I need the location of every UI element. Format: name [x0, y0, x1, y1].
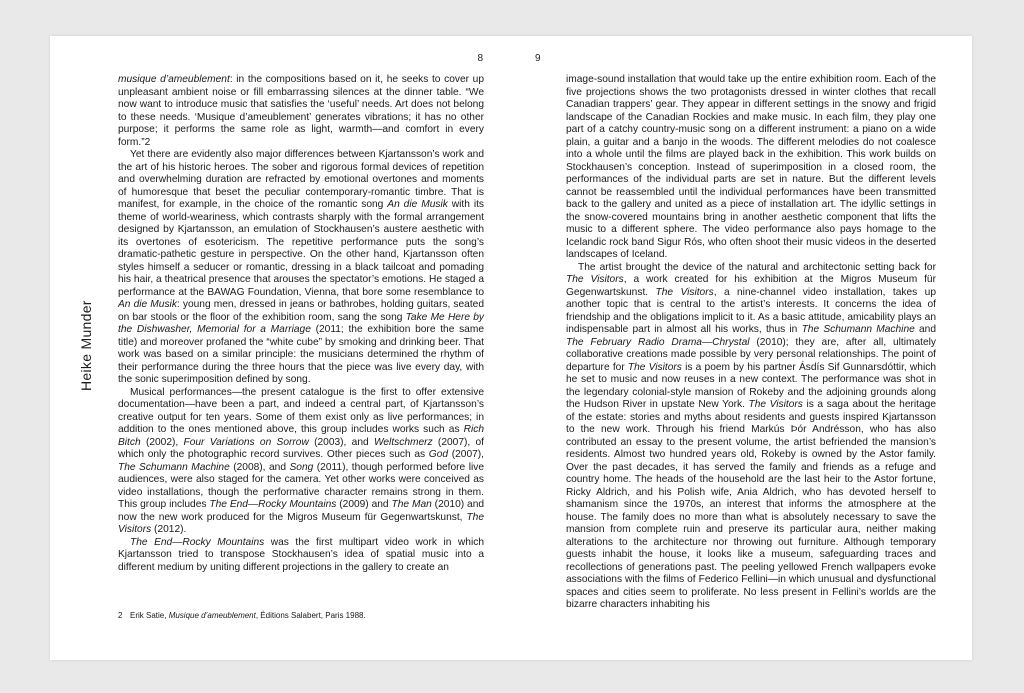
italic-title: The Visitors	[118, 511, 484, 535]
text-run: (2011), though performed before live audiences, were also staged for the camera. Yet other works were conceived as video installations, though the performative character remains strong in them. This group includes	[118, 461, 484, 510]
text-run: image-sound installation that would take up the entire exhibition room. Each of the five projections shows the two protagonists dressed in winter clothes that recall Canadian trappers’ gear. They appear in different settings in the snowy and frigid landscape of the Canadian Rockies and make music. In each film, they play one part of a catchy country-music song on a different instrument: a piano on a wide plain, a guitar and a banjo in the woods. The different melodies do not coalesce into a whole until the films are played back in the exhibition. This work builds on Stockhausen’s conception. Instead of superimposition in a closed room, the performances of the individual parts are set in nature. But the different levels cannot be reassembled until the individual performances have been transmitted back to the gallery and united as a piece of installation art. The idyllic settings in the snow-covered mountains bring in another aesthetic component that lifts the music to a different sphere. The video performance also pays homage to the Icelandic rock band Sigur Rós, who often shoot their music videos in the deserted landscapes of Iceland.	[566, 74, 936, 260]
italic-title: Song	[289, 461, 314, 473]
paragraph	[118, 149, 484, 387]
text-run: is a poem by his partner Ásdís Sif Gunnarsdóttir, which he set to music and now reuses in a new context. The performance was shot in the legendary colonial-style mansion of Rokeby and the adjoining grounds along the Hudson River in upstate New York.	[566, 361, 936, 410]
italic-title: An die Musik	[118, 299, 177, 310]
text-run: (2010); they are, after all, ultimately collaborative creations made possible by very personal relationships. The point of departure for	[566, 336, 936, 373]
italic-title: The February Radio Drama—Chrystal	[566, 336, 750, 348]
text-run: , a nine-channel video installation, takes up another topic that is central to the artist’s interests. It concerns the idea of friendship and the obligations implicit to it. As a basic attitude, amicability plays an indispensable part in almost all his works, thus in	[566, 286, 936, 335]
text-run: , Éditions Salabert, Paris 1988.	[255, 611, 366, 620]
text-run: (2003), and	[308, 436, 374, 448]
italic-title: The Man	[391, 499, 432, 510]
italic-title: Weltschmerz	[373, 436, 433, 448]
italic-title: The Visitors	[748, 399, 803, 410]
italic-title: God	[428, 449, 449, 460]
text-run: was the first multipart video work in which Kjartansson tried to transpose Stockhausen’s idea of spatial music into a different medium by uniting different projections in the gallery to create an	[118, 536, 484, 573]
body-text-left	[118, 74, 484, 574]
running-head-author: Heike Munder	[78, 300, 94, 391]
text-run: and	[914, 324, 936, 335]
italic-title: Take Me Here by the Dishwasher, Memorial for a Marriage	[118, 311, 484, 335]
italic-title: An die Musik	[387, 199, 448, 210]
text-run: (2012).	[151, 524, 187, 535]
italic-title: The End—Rocky Mountains	[130, 536, 265, 548]
paragraph	[118, 537, 484, 575]
text-run: Erik Satie,	[130, 611, 169, 620]
page-number-left: 8	[477, 53, 483, 64]
body-text-right	[566, 74, 936, 612]
italic-title: Rich Bitch	[118, 424, 484, 448]
paragraph	[118, 74, 484, 149]
text-run: : in the compositions based on it, he seeks to cover up unpleasant ambient noise or fill embarrassing silences at the dinner table. “We now want to introduce music that satisfies the ‘useful’ needs. Art does not belong to these needs. ‘Musique d’ameublement’ generates vibrations; it has no other purpose; it performs the same role as light, warmth—and comfort in every form.”2	[118, 74, 484, 148]
text-run: The artist brought the device of the natural and architectonic setting back for	[578, 261, 936, 273]
italic-title: Four Variations on Sorrow	[183, 436, 309, 448]
footnote-number: 2	[118, 611, 123, 620]
text-run: is a saga about the heritage of the estate: stories and myths about residents and guests inspired Kjartansson to the new work. Through his friend Markús Þór Andrésson, who has also contributed an essay to the present volume, the artist befriended the mansion’s residents. Almost two hundred years old, Rokeby is owned by the Astor family. Over the past decades, it has served the family and friends as a refuge and country home. The heads of the household are the last heir to the Astor fortune, Ricky Aldrich, and his Polish wife, Ania Aldrich, who has devoted herself to shamanism since the 1970s, an interest that informs the atmosphere at the house. The family does no more than what is absolutely necessary to save the mansion from complete ruin and preserve its particular aura, neither making alterations to the architecture nor throwing out furniture. Although temporary guests inhabit the house, it looks like a museum, safeguarding traces and recollections of generations past. The peeling yellowed French wallpapers evoke associations with the films of Federico Fellini—in which unusual and dysfunctional spaces and cities seem to proliferate. No less present in Fellini’s worlds are the bizarre characters inhabiting his	[566, 399, 936, 610]
text-run: , a work created for his exhibition at the Migros Museum für Gegenwartskunst.	[566, 274, 936, 298]
left-page	[50, 36, 511, 660]
paragraph	[566, 262, 936, 612]
text-run: Yet there are evidently also major differences between Kjartansson’s work and the art of his historic heroes. The sober and rigorous formal devices of repetition and overwhelming duration are refracted by emotional overtones and moments of humoresque that beset the peculiar contemporary-romantic timbre. That is manifest, for example, in the choice of the romantic song	[118, 149, 484, 210]
text-run: (2007),	[448, 449, 484, 460]
text-run: (2007), of which only the photographic record survives. Other pieces such as	[118, 436, 484, 460]
paragraph	[118, 387, 484, 537]
text-run: (2008), and	[229, 461, 290, 473]
text-run: (2010) and now the new work produced for the Migros Museum für Gegenwartskunst,	[118, 499, 485, 523]
italic-title: The Visitors	[655, 286, 714, 298]
italic-title: The Schumann Machine	[118, 461, 230, 473]
footnote	[118, 611, 484, 621]
text-run: with its theme of world-weariness, which contrasts sharply with the formal arrangement designed by Kjartansson, an emulation of Stockhausen’s austere aesthetic with its overtones of esotericism. The repetitive performance puts the song’s dramatic-pathetic gesture in perspective. On the other hand, Kjartansson often styles himself a seducer or romantic, dressing in a black tailcoat and pomading his hair, a theatrical presence that arouses the spectator’s emotions. He staged a performance at the BAWAG Foundation, Vienna, that bore some resemblance to	[118, 199, 485, 298]
right-page	[511, 36, 972, 660]
book-spread	[50, 36, 972, 660]
text-run: : young men, dressed in jeans or bathrobes, holding guitars, seated on bar stools or the floor of the exhibition room, sang the song	[118, 299, 484, 323]
italic-title: The Visitors	[627, 361, 682, 373]
italic-title: The Visitors	[566, 274, 624, 285]
text-run: Musical performances—the present catalogue is the first to offer extensive documentation—have been a part, and indeed a central part, of Kjartansson’s creative output for ten years. Some of them exist only as live performances; in addition to the ones mentioned above, this group includes works such as	[118, 386, 484, 435]
italic-title: The End—Rocky Mountains	[209, 499, 337, 510]
italic-title: musique d’ameublement	[118, 74, 230, 85]
text-run: (2009) and	[336, 499, 392, 510]
italic-title: Musique d’ameublement	[168, 611, 256, 620]
page-number-right: 9	[535, 53, 541, 64]
footnote-text	[130, 611, 366, 620]
text-run: (2011; the exhibition bore the same title) and moreover profaned the “white cube” by smoking and drinking beer. That work was based on a similar principle: the musicians determined the rhythm of their performance during the three hours that the piece was live every day, with the sonic superimposition defined by song.	[118, 324, 484, 385]
text-run: (2002),	[140, 436, 184, 448]
italic-title: The Schumann Machine	[801, 324, 915, 335]
paragraph	[566, 74, 936, 262]
